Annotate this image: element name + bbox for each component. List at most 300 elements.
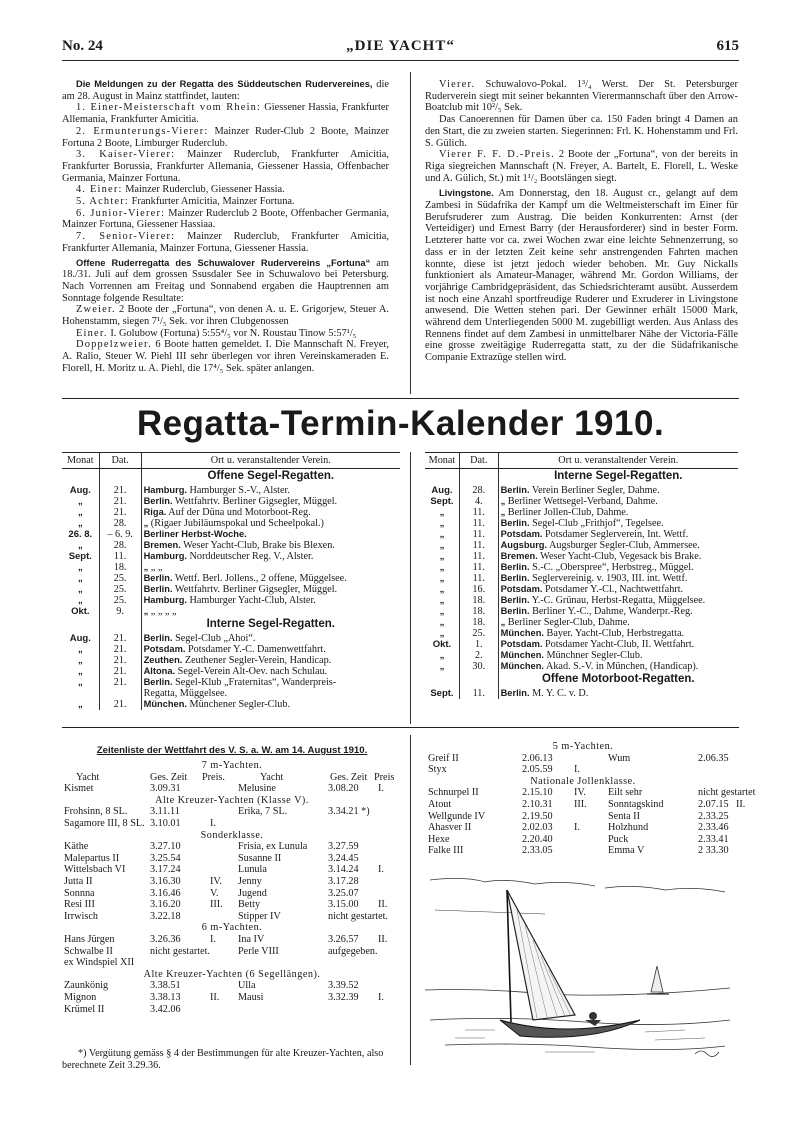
section-heading: Interne Segel-Regatten. — [206, 618, 336, 630]
entry-lead: 4. Einer: — [76, 184, 123, 196]
event-month: „ — [425, 617, 459, 628]
calendar-row — [425, 661, 738, 672]
yacht-name: Zaunkönig — [64, 980, 109, 992]
calendar-table-right — [425, 452, 738, 699]
event-date: 16. — [459, 584, 498, 595]
event-month: „ — [62, 518, 99, 529]
calendar-row — [62, 518, 400, 529]
calendar-row — [425, 573, 738, 584]
yacht-name: Erika, 7 SL. — [238, 806, 288, 818]
paragraph-doppelzweier — [62, 339, 389, 374]
event-description — [498, 595, 738, 606]
yacht-name: Susanne II — [238, 852, 282, 864]
event-month: „ — [62, 666, 99, 677]
results-section-heading: Sonderklasse. — [200, 829, 264, 841]
event-date: 21. — [99, 507, 141, 518]
total-time: 2.20.40 — [522, 833, 553, 845]
total-time: 3.38.51 — [150, 980, 181, 992]
yacht-name: Frisia, ex Lunula — [238, 841, 308, 853]
event-text: Berliner Jollen-Club, Dahme. — [505, 507, 629, 518]
calendar-row — [62, 485, 400, 496]
results-column-header: Ges. Zeit — [150, 771, 188, 783]
calendar-row — [62, 677, 400, 688]
event-place: Berlin. — [500, 606, 530, 616]
event-text: Segel-Club „Frithjof“, Tegelsee. — [529, 518, 664, 529]
event-date: 11. — [459, 518, 498, 529]
event-text: Hamburger S.-V., Alster. — [186, 485, 290, 496]
yacht-name: Holzhund — [608, 822, 649, 834]
total-time: 3.10.01 — [150, 818, 181, 829]
yacht-name: Käthe — [64, 841, 89, 853]
yacht-name: Emma V — [608, 845, 645, 857]
event-place: Hamburg. — [143, 595, 187, 605]
calendar-header-row — [62, 453, 400, 469]
yacht-name: Krümel II — [64, 1003, 105, 1015]
entry-text: Mainzer Ruderclub, Frankfurter Amicitia, Frankfurter Borussia, Frankfurter Allemania, Giessener Hassia, Offenbacher Germania, Mainzer Fortuna. — [62, 149, 389, 184]
yacht-name: Schnurpel II — [428, 787, 479, 799]
page-header — [62, 38, 739, 60]
results-section-heading: Alte Kreuzer-Yachten (Klasse V). — [155, 794, 309, 806]
event-month: „ — [62, 699, 99, 710]
total-time: 2 33.30 — [698, 845, 729, 857]
entry-list — [62, 102, 389, 254]
event-text: (Rigaer Jubiläumspokal und Scheelpokal.) — [148, 518, 324, 529]
calendar-row — [62, 644, 400, 655]
event-date: 28. — [99, 518, 141, 529]
event-description — [141, 529, 400, 540]
event-month: „ — [425, 661, 459, 672]
entry-text: Giessener Hassia, Frankfurter Allemania, Frankfurter Amicitia. — [62, 102, 389, 126]
event-month: Sept. — [62, 551, 99, 562]
event-text: Bayer. Yacht-Club, Herbstregatta. — [543, 628, 685, 639]
results-section-heading: Alte Kreuzer-Yachten (6 Segellängen). — [143, 968, 321, 980]
prize: IV. — [210, 876, 222, 887]
event-place: Berlin. — [500, 518, 530, 528]
event-date: 11. — [459, 529, 498, 540]
event-date: 25. — [459, 628, 498, 639]
event-place: „ — [500, 617, 506, 627]
event-month: 26. 8. — [62, 529, 99, 540]
total-time: 3.27.10 — [150, 841, 181, 853]
entry-lead: 1. Einer-Meisterschaft vom Rhein: — [76, 102, 262, 114]
event-month: Okt. — [62, 606, 99, 617]
section-spacer — [459, 672, 498, 688]
total-time: 3.15.00 — [328, 899, 359, 911]
yacht-name: Eilt sehr — [608, 787, 643, 799]
header-rule — [62, 60, 739, 61]
event-month: „ — [62, 595, 99, 606]
entry-lead: 2. Ermunterungs-Vierer: — [76, 125, 209, 137]
event-month: „ — [62, 584, 99, 595]
paragraph-text: 2 Boote der „Fortuna“, von denen A. u. E. Grigorjew, Steuer A. Hohenstamm, siegen 7¹/₅ Sek. vor ihren Clubgenossen — [62, 304, 389, 328]
event-date: 11. — [459, 562, 498, 573]
event-month: „ — [425, 507, 459, 518]
event-description — [498, 606, 738, 617]
event-date: 21. — [99, 485, 141, 496]
event-description — [498, 485, 738, 496]
event-description — [141, 699, 400, 710]
total-time: 3.22.18 — [150, 910, 181, 922]
yacht-name: Puck — [608, 833, 629, 845]
paragraph-livingstone — [425, 188, 738, 364]
event-description — [141, 633, 400, 644]
event-place: Bremen. — [143, 540, 181, 550]
calendar-body-right — [425, 469, 738, 700]
calendar-row — [425, 529, 738, 540]
event-description — [498, 496, 738, 507]
event-text: Augsburger Segler-Club, Ammersee. — [547, 540, 700, 551]
event-date: – 6. 9. — [99, 529, 141, 540]
prize: IV. — [574, 787, 586, 799]
prize: I. — [210, 934, 216, 945]
yacht-name: Ahasver II — [428, 822, 472, 834]
event-description — [498, 562, 738, 573]
signature-mark — [695, 1051, 719, 1057]
event-month: „ — [62, 540, 99, 551]
headline-livingstone: Livingstone. — [439, 188, 494, 199]
event-text: Potsdamer Yacht-Club, II. Wettfahrt. — [542, 639, 695, 650]
total-time: 3.39.52 — [328, 980, 359, 992]
prize: I. — [574, 822, 580, 834]
col-event: Ort u. veranstaltender Verein. — [498, 453, 738, 469]
calendar-section-row — [62, 617, 400, 633]
yacht-name: Sonntagskind — [608, 799, 664, 810]
yacht-name: Jutta II — [64, 876, 93, 887]
event-text: Berliner Y.-C., Dahme, Wanderpr.-Reg. — [529, 606, 693, 617]
event-place: Berlin. — [143, 677, 173, 687]
event-month: Sept. — [425, 496, 459, 507]
paragraph-fortuna — [62, 258, 389, 305]
event-text: Auf der Düna und Motorboot-Reg. — [166, 507, 311, 518]
yacht-name: Mignon — [64, 992, 97, 1003]
event-description — [498, 617, 738, 628]
event-text: Y.-C. Grünau, Herbst-Regatta, Müggelsee. — [529, 595, 706, 606]
paragraph-einer — [62, 328, 389, 340]
results-column-header: Ges. Zeit — [330, 771, 368, 783]
paragraph-text: die am 28. August in Mainz stattfindet, lauten: — [62, 79, 390, 102]
calendar-row — [62, 655, 400, 666]
event-place: Berlin. — [143, 573, 173, 583]
event-date: 21. — [99, 699, 141, 710]
event-date: 11. — [459, 551, 498, 562]
yacht-name: Wittelsbach VI — [64, 864, 126, 876]
yacht-name: Kismet — [64, 783, 94, 795]
paragraph-text: Am Donnerstag, den 18. August cr., gelangt auf dem Zambesi in Südafrika der Kampf um die Weltmeisterschaft im Einer für Berufsruderer zum Austrag. Die beiden Konkurrenten: Arnst (der Verteidiger) und Ernest Barry (der Herausforderer) sind in bester Form. Letzterer hatte vor ca. zwei Wochen zwar eine leichte Sehnenzerrung, so dass er in der letzten Zeit keine sehr anstrengenden Fahrten machen konnte, diese ist jetzt jedoch wieder behoben. Mr. Guy Nickalls funktioniert als Amateur-Manager, während Mr. Gordon Williams, der vorjährige Cambridgepräsident, das Schiedsrichteramt ausübt. Ausserdem ist noch eine Anzahl sportfreudige Ruderer und Exruderer in Livingstone anwesend. Die Wetten stehen pari. Der Gewinner erhält 15000 Mark, während dem Unterliegenden 5000 M. zugebilligt werden. Aus Anlass des Rennens findet auf dem Zambesi in unmittelbarer Nähe der Victoria-Fälle eine grosse zweitägige Ruderregatta statt, zu der die Südafrikanische Companie Extrazüge stellen wird. — [425, 188, 738, 364]
col-event: Ort u. veranstaltender Verein. — [141, 453, 400, 469]
event-date: 28. — [459, 485, 498, 496]
event-description — [141, 562, 400, 573]
event-place: „ — [500, 496, 506, 506]
paragraph-zweier — [62, 304, 389, 327]
entry-text: Frankfurter Amicitia, Mainzer Fortuna. — [128, 196, 295, 208]
yacht-name: Greif II — [428, 752, 459, 764]
event-date: 18. — [99, 562, 141, 573]
event-description — [498, 584, 738, 595]
event-description — [141, 551, 400, 562]
total-time: 2.33.46 — [698, 822, 729, 834]
calendar-table-left — [62, 452, 400, 710]
total-time: 3.09.31 — [150, 783, 181, 795]
entry-lead: 7. Senior-Vierer: — [76, 231, 176, 243]
event-text: Seglervereinig. v. 1903, III. int. Wettf. — [529, 573, 688, 584]
event-date: 11. — [459, 688, 498, 699]
race-lead: Zweier. — [76, 304, 116, 316]
event-month: „ — [425, 584, 459, 595]
event-date: 1. — [459, 639, 498, 650]
total-time: 2.15.10 — [522, 787, 553, 799]
total-time: 2.33.41 — [698, 833, 729, 845]
footnote-text: *) Vergütung gemäss § 4 der Bestimmungen für alte Kreuzer-Yachten, also berechnete Zeit 3.29.36. — [62, 1048, 384, 1071]
event-month: „ — [62, 496, 99, 507]
calendar-row — [62, 562, 400, 573]
yacht-name: Senta II — [608, 810, 640, 822]
entry-text: Mainzer Ruderclub 2 Boote, Offenbacher Germania, Mainzer Fortuna, Giessener Hassiaa. — [62, 207, 389, 231]
event-place: Berlin. — [143, 633, 173, 643]
yacht-name: Perle VIII — [238, 945, 279, 957]
event-text: Potsdamer Y.-Cl., Nachtwettfahrt. — [542, 584, 684, 595]
results-section-heading: 6 m-Yachten. — [201, 922, 263, 934]
calendar-row — [425, 551, 738, 562]
event-place: Potsdam. — [143, 644, 186, 654]
event-text: Münchener Segler-Club. — [186, 699, 291, 710]
event-description — [498, 650, 738, 661]
total-time: 3.26.36 — [150, 934, 181, 945]
paragraph-text: am 18./31. Juli auf dem grossen Ssusdaler See in Schuwalovo bei Petersburg. Nach Vorrennen am Freitag und Sonnabend ergaben die Hauptrennen am Sonntage folgende Resultate: — [62, 257, 389, 304]
calendar-section-row — [425, 672, 738, 688]
total-time: 3.11.11 — [150, 806, 180, 818]
entry-text: Mainzer Ruderclub, Giessener Hassia. — [122, 184, 285, 196]
yacht-name: Styx — [428, 764, 447, 776]
column-divider — [410, 72, 411, 394]
section-spacer — [425, 469, 459, 486]
event-month: „ — [425, 529, 459, 540]
event-description — [141, 644, 400, 655]
event-description — [141, 688, 400, 699]
event-date: 25. — [99, 595, 141, 606]
event-text: Wettf. Berl. Jollens., 2 offene, Müggelsee. — [172, 573, 347, 584]
event-text: Akad. S.-V. in München, (Handicap). — [543, 661, 699, 672]
event-text: S.-C. „Oberspree“, Herbstreg., Müggel. — [529, 562, 694, 573]
event-date: 11. — [459, 540, 498, 551]
event-text: Segel-Verein Alt-Oev. nach Schulau. — [175, 666, 328, 677]
event-place: München. — [143, 699, 187, 709]
event-month — [62, 688, 99, 699]
event-place: „ — [143, 562, 149, 572]
total-time: 3.42.06 — [150, 1003, 181, 1015]
total-time: 3.08.20 — [328, 783, 359, 795]
calendar-row — [62, 688, 400, 699]
race-lead: Einer. — [76, 327, 108, 339]
yacht-name: Stipper IV — [238, 910, 281, 922]
event-date: 21. — [99, 655, 141, 666]
calendar-row — [425, 628, 738, 639]
event-text: Berliner Segler-Club, Dahme. — [505, 617, 630, 628]
event-place: Berlin. — [500, 562, 530, 572]
list-item — [62, 208, 389, 231]
calendar-title: Regatta-Termin-Kalender 1910. — [136, 404, 665, 443]
section-spacer — [425, 672, 459, 688]
yacht-name: Hans Jürgen — [64, 934, 115, 945]
section-spacer — [62, 617, 99, 633]
calendar-row — [425, 606, 738, 617]
event-place: Hamburg. — [143, 485, 187, 495]
event-place: Berlin. — [500, 595, 530, 605]
list-item — [62, 102, 389, 125]
event-month: Sept. — [425, 688, 459, 699]
prize: I. — [378, 783, 384, 795]
event-month: Aug. — [62, 485, 99, 496]
section-spacer — [99, 469, 141, 486]
event-month: „ — [425, 595, 459, 606]
event-text: Weser Yacht-Club, Brake bis Blexen. — [180, 540, 335, 551]
event-month: „ — [62, 562, 99, 573]
calendar-row — [425, 595, 738, 606]
total-time: aufgegeben. — [328, 945, 378, 957]
total-time: 3.32.39 — [328, 992, 359, 1003]
prize: I. — [574, 764, 580, 776]
calendar-row — [425, 639, 738, 650]
calendar-row — [425, 518, 738, 529]
sailor — [589, 1012, 597, 1020]
entry-lead: 6. Junior-Vierer: — [76, 207, 166, 219]
calendar-row — [62, 606, 400, 617]
total-time: 2.06.35 — [698, 752, 729, 764]
calendar-row — [425, 507, 738, 518]
event-text: „ „ — [148, 562, 163, 573]
section-heading: Offene Segel-Regatten. — [207, 470, 335, 482]
results-right — [428, 741, 756, 861]
event-place: Berlin. — [143, 496, 173, 506]
event-text: Wettfahrtv. Berliner Gigsegler, Müggel. — [172, 496, 338, 507]
event-month: Aug. — [425, 485, 459, 496]
total-time: 2.33.05 — [522, 845, 553, 857]
paragraph-text: 6 Boote hatten gemeldet. I. Die Mannschaft N. Freyer, A. Ralio, Steuer W. Piehl III sehr überlegen vor ihren Vereinskameraden E. Florell, H. Moritz u. A. Piehl, die 17⁴/₅ Sek. später anlangen. — [62, 339, 389, 374]
event-description — [141, 485, 400, 496]
calendar-row — [62, 666, 400, 677]
event-month: „ — [62, 677, 99, 688]
event-month: „ — [62, 507, 99, 518]
event-text: Hamburger Yacht-Club, Alster. — [186, 595, 316, 606]
event-place: „ — [143, 606, 149, 616]
total-time: nicht gestartet. — [150, 945, 210, 957]
article-left — [62, 79, 389, 375]
event-text: Norddeutscher Reg. V., Alster. — [186, 551, 314, 562]
paragraph-text: 2 Boote der „Fortuna“, von der bereits in Riga siegreichen Mannschaft (N. Freyer, A. Bartelt, E. Florell, L. Weske und A. Gülich, St.) mit 1¹/₂ Bootslängen siegt. — [425, 149, 739, 184]
event-date: 2. — [459, 650, 498, 661]
event-place: Berliner Herbst-Woche. — [143, 529, 247, 539]
event-place: Zeuthen. — [143, 655, 183, 665]
calendar-row — [425, 584, 738, 595]
total-time: 2.19.50 — [522, 810, 553, 822]
yacht-name: Jenny — [238, 876, 262, 887]
calendar-body-left — [62, 469, 400, 711]
total-time: 3.25.07 — [328, 887, 359, 899]
entry-text: Mainzer Ruderclub, Frankfurter Amicitia, Frankfurter Allemania, Mainzer Fortuna, Giessener Hassia. — [62, 231, 390, 254]
event-date: 11. — [459, 573, 498, 584]
prize: I. — [378, 992, 384, 1003]
results-column-header: Preis — [374, 771, 395, 783]
col-date: Dat. — [459, 453, 498, 469]
calendar-row — [62, 507, 400, 518]
calendar-row — [425, 540, 738, 551]
event-place: Altona. — [143, 666, 176, 676]
results-title: Zeitenliste der Wettfahrt des V. S. a. W. am 14. August 1910. — [96, 745, 368, 756]
event-month: „ — [425, 551, 459, 562]
section-spacer — [99, 617, 141, 633]
event-text: Potsdamer Seglerverein, Int. Wettf. — [542, 529, 689, 540]
total-time: 3.25.54 — [150, 852, 181, 864]
event-month: „ — [425, 518, 459, 529]
event-text: Segel-Club „Ahoi“. — [172, 633, 256, 644]
event-text: M. Y. C. v. D. — [529, 688, 589, 699]
total-time: 3.16.30 — [150, 876, 181, 887]
event-date: 21. — [99, 644, 141, 655]
total-time: 2.10.31 — [522, 799, 553, 810]
yacht-name: Jugend — [238, 887, 267, 899]
event-description — [141, 507, 400, 518]
event-date: 25. — [99, 584, 141, 595]
headline-fortuna: Offene Ruderregatta des Schuwalover Rudervereins „Fortuna“ — [76, 257, 371, 268]
event-month: „ — [425, 606, 459, 617]
event-place: München. — [500, 628, 544, 638]
magazine-title: „DIE YACHT“ — [346, 38, 455, 54]
calendar-row — [62, 529, 400, 540]
event-text: Münchner Segler-Club. — [543, 650, 643, 661]
event-month: Aug. — [62, 633, 99, 644]
yacht-name: Wellgunde IV — [428, 810, 486, 822]
prize: II. — [736, 799, 746, 810]
yacht-name: Sonnna — [64, 887, 95, 899]
yacht-name: Mausi — [238, 992, 264, 1003]
event-month: „ — [62, 573, 99, 584]
paragraph-mainz — [62, 79, 389, 102]
event-place: Riga. — [143, 507, 167, 517]
calendar-section-row — [425, 469, 738, 486]
total-time: 2.33.25 — [698, 810, 729, 822]
event-description — [498, 507, 738, 518]
hull — [500, 1020, 640, 1037]
event-description — [498, 688, 738, 699]
event-text: „ „ „ „ — [148, 606, 177, 617]
section-spacer — [459, 469, 498, 486]
event-place: Berlin. — [500, 573, 530, 583]
article-right — [425, 79, 738, 364]
event-description — [141, 518, 400, 529]
results-section-heading: 7 m-Yachten. — [201, 760, 263, 771]
col-month: Monat — [425, 453, 459, 469]
list-item — [62, 184, 389, 196]
event-month: „ — [425, 650, 459, 661]
event-place: München. — [500, 650, 544, 660]
col-date: Dat. — [99, 453, 141, 469]
event-place: Potsdam. — [500, 639, 543, 649]
calendar-row — [425, 688, 738, 699]
total-time: 3.24.45 — [328, 852, 359, 864]
results-left — [62, 760, 402, 1045]
prize: I. — [378, 864, 384, 876]
event-description — [141, 606, 400, 617]
total-time: 3.27.59 — [328, 841, 359, 853]
total-time: nicht gestartet. — [328, 910, 388, 922]
event-month: Okt. — [425, 639, 459, 650]
event-date: 30. — [459, 661, 498, 672]
event-description — [141, 655, 400, 666]
list-item — [62, 126, 389, 149]
section-heading: Offene Motorboot-Regatten. — [541, 673, 695, 685]
total-time: 3.17.24 — [150, 864, 181, 876]
results-column-header: Yacht — [76, 771, 100, 783]
calendar-section-row — [62, 469, 400, 486]
